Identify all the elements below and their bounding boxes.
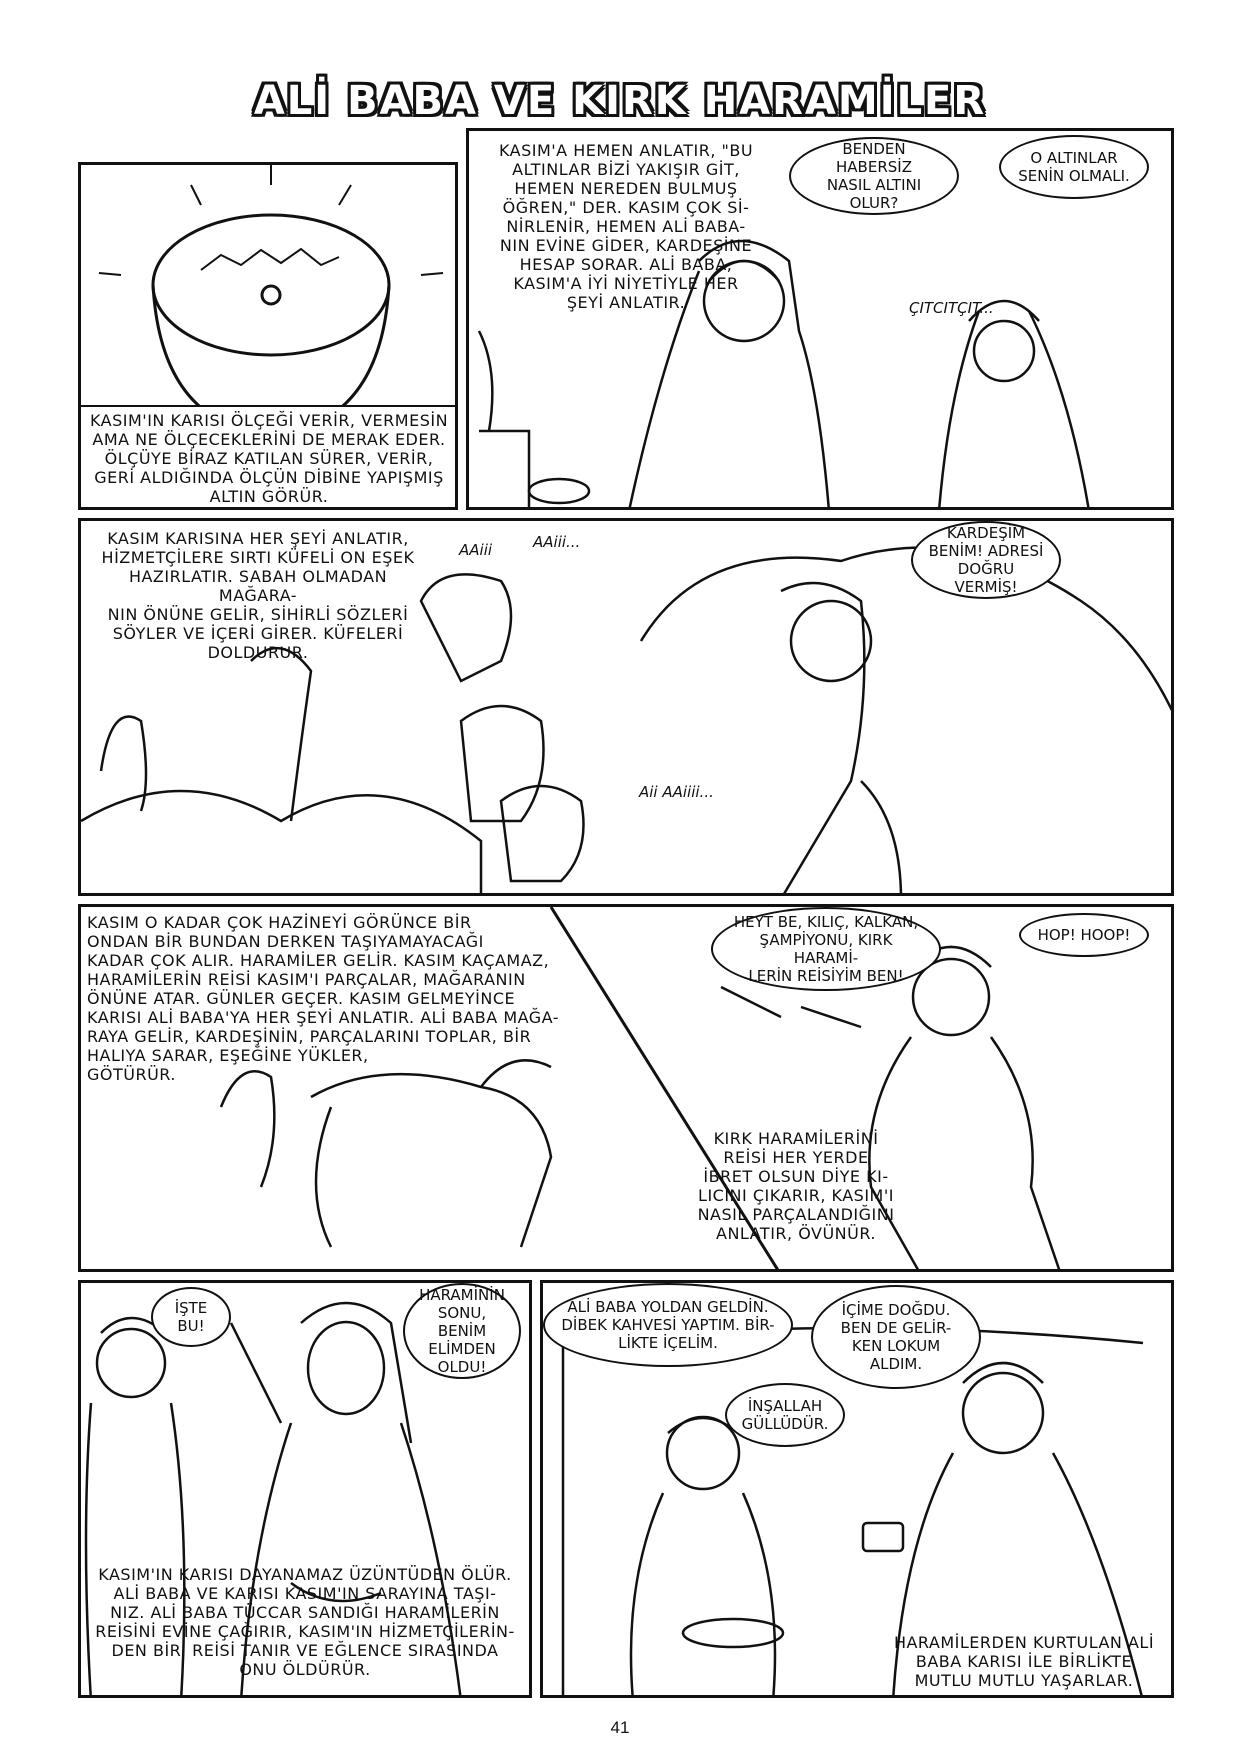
maid-speech-bubble: HARAMİNİN SONU, BENİM ELİMDEN OLDU! bbox=[403, 1283, 521, 1379]
wife-speech-bubble: O ALTINLAR SENİN OLMALI. bbox=[999, 135, 1149, 199]
iste-bu-speech-bubble: İŞTE BU! bbox=[151, 1287, 231, 1347]
wife-coffee-speech-bubble: ALİ BABA YOLDAN GELDİN. DİBEK KAHVESİ YAPTIM. BİR- LİKTE İÇELİM. bbox=[543, 1283, 793, 1367]
panel2-caption: KASIM'A HEMEN ANLATIR, "BU ALTINLAR BİZİ YAKIŞIR GİT, HEMEN NEREDEN BULMUŞ ÖĞREN," DER. KASIM ÇOK Sİ- NİRLENİR, HEMEN ALİ BABA- NIN EVİNE GİDER, KARDEŞİNE HESAP SORAR. ALİ BABA, KASIM'A İYİ NİYETİYLE HER ŞEYİ ANLATIR. bbox=[498, 141, 754, 312]
panel-kasim-confronts bbox=[466, 128, 1174, 510]
jingle-sound-effect: ÇITCITÇIT... bbox=[909, 299, 994, 317]
thief-leader-speech-bubble: HEYT BE, KILIÇ, KALKAN, ŞAMPİYONU, KIRK HARAMİ- LERİN REİSİYİM BEN! bbox=[711, 907, 941, 991]
insallah-speech-bubble: İNŞALLAH GÜLLÜDÜR. bbox=[725, 1383, 845, 1447]
kasim-cave-speech-bubble: KARDEŞİM BENİM! ADRESİ DOĞRU VERMİŞ! bbox=[911, 521, 1061, 599]
panel-happy-ending bbox=[540, 1280, 1174, 1698]
panel4-caption: KASIM O KADAR ÇOK HAZİNEYİ GÖRÜNCE BİR ONDAN BİR BUNDAN DERKEN TAŞIYAMAYACAĞI KADAR ÇOK ALIR. HARAMİLER GELİR. KASIM KAÇAMAZ, HARAMİLERİN REİSİ KASIM'I PARÇALAR, MAĞARANIN ÖNÜNE ATAR. GÜNLER GEÇER. KASIM GELMEYİNCE KARISI ALİ BABA'YA HER ŞEYİ ANLATIR. ALİ BABA MAĞA- RAYA GELİR, KARDEŞİNİN, PARÇALARINI TOPLAR, BİR HALIYA SARAR, EŞEĞİNE YÜKLER, GÖTÜRÜR. bbox=[87, 913, 560, 1084]
panel-donkeys-to-cave bbox=[78, 518, 1174, 896]
panel6-caption: HARAMİLERDEN KURTULAN ALİ BABA KARISI İLE BİRLİKTE MUTLU MUTLU YAŞARLAR. bbox=[893, 1633, 1155, 1690]
panel4-caption-2: KIRK HARAMİLERİNİ REİSİ HER YERDE İBRET OLSUN DİYE KI- LICINI ÇIKARIR, KASIM'I NASIL PARÇALANDIĞINI ANLATIR, ÖVÜNÜR. bbox=[697, 1129, 895, 1243]
panel-maid-revenge bbox=[78, 1280, 532, 1698]
panel-measure-bowl bbox=[78, 162, 458, 510]
panel1-caption: KASIM'IN KARISI ÖLÇEĞİ VERİR, VERMESİN AMA NE ÖLÇECEKLERİNİ DE MERAK EDER. ÖLÇÜYE BİRAZ KATILAN SÜRER, VERİR, GERİ ALDIĞINDA ÖLÇÜN DİBİNE YAPIŞMIŞ ALTIN GÖRÜR. bbox=[79, 405, 458, 510]
kasim-speech-bubble: BENDEN HABERSİZ NASIL ALTINI OLUR? bbox=[789, 137, 959, 215]
page-number: 41 bbox=[610, 1718, 630, 1737]
donkey-bray-3: Aii AAiiii... bbox=[639, 783, 714, 801]
panel-thief-leader bbox=[78, 904, 1174, 1272]
hop-hoop-speech-bubble: HOP! HOOP! bbox=[1019, 913, 1149, 957]
ali-baba-lokum-speech-bubble: İÇİME DOĞDU. BEN DE GELİR- KEN LOKUM ALDIM. bbox=[811, 1285, 981, 1389]
donkey-bray-2: AAiii... bbox=[533, 533, 581, 551]
comic-title: ALİ BABA VE KIRK HARAMİLER bbox=[253, 78, 987, 124]
panel3-caption: KASIM KARISINA HER ŞEYİ ANLATIR, HİZMETÇİLERE SIRTI KÜFELİ ON EŞEK HAZIRLATIR. SABAH OLMADAN MAĞARA- NIN ÖNÜNE GELİR, SİHİRLİ SÖZLERİ SÖYLER VE İÇERİ GİRER. KÜFELERİ DOLDURUR. bbox=[101, 529, 415, 662]
panel5-caption: KASIM'IN KARISI DAYANAMAZ ÜZÜNTÜDEN ÖLÜR. ALİ BABA VE KARISI KASIM'IN SARAYINA TAŞI- NIZ. ALİ BABA TÜCCAR SANDIĞI HARAMİLERİN REİSİNİ EVİNE ÇAĞIRIR, KASIM'IN HİZMETÇİLERİN- DEN BİRİ REİSİ TANIR VE EĞLENCE SIRASINDA ONU ÖLDÜRÜR. bbox=[95, 1565, 515, 1679]
donkey-bray-1: AAiii bbox=[459, 541, 493, 559]
